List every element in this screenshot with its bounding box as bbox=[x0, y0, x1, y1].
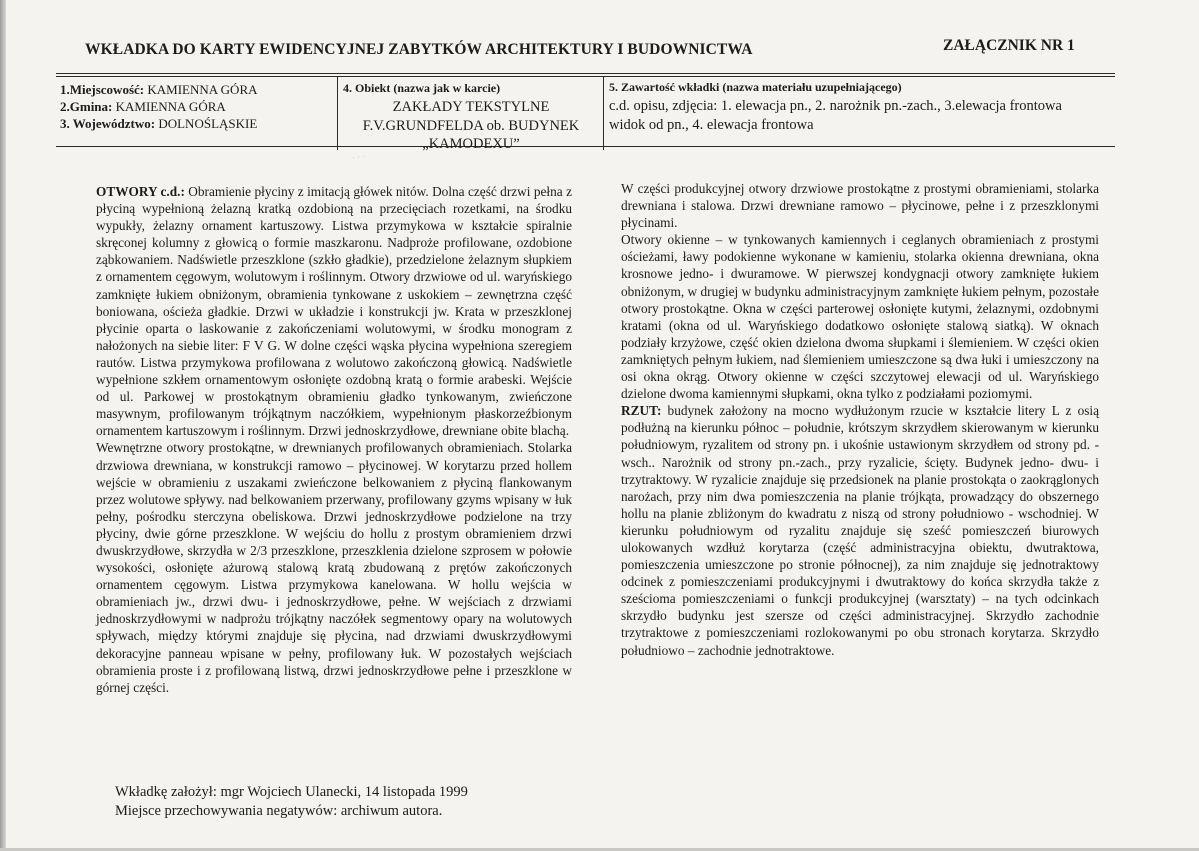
right-paragraph-1: W części produkcyjnej otwory drzwiowe prostokątne z prostymi obramieniami, stolarka drewniana i stalowa. Drzwi drewniane ramowo – płycinowe, pełne i z przeszklonymi płycinami. bbox=[621, 181, 1099, 231]
right-column bbox=[621, 180, 1099, 659]
footer-negatives: Miejsce przechowywania negatywów: archiwum autora. bbox=[115, 803, 443, 819]
top-rule bbox=[56, 73, 1115, 74]
openings-label: OTWORY c.d.: bbox=[96, 184, 185, 199]
left-column bbox=[96, 183, 572, 696]
scan-edge bbox=[0, 0, 6, 851]
object-cell bbox=[343, 80, 599, 153]
voivodeship-value: DOLNOŚLĄSKIE bbox=[158, 116, 258, 131]
left-paragraph-2: Wewnętrzne otwory prostokątne, w drewnianych profilowanych obramieniach. Stolarka drzwiowa drewniana, w konstrukcji ramowo – płycinowej. W korytarzu przed hollem wejście w obramieniu z uszakami zwieńczone belkowaniem z płyciną flankowanym przez wolutowe spływy. nad belkowaniem przerwany, profilowany gzyms wpisany w łuk pełny, pośrodku sterczyna obeliskowa. Drzwi jednoskrzydłowe podzielone na trzy płyciny, dwie górne przeszklone. W wejściu do hollu z prostym obramieniem drzwi dwuskrzydłowe, skrzydła w 2/3 przeszklone, przeszklenia dzielone szprosem w połowie wysokości, osłonięte ażurową stalową kratą zbudowaną z prętów zakończonych ornamentem cęgowym. Listwa przymykowa kanelowana. W hollu wejścia w obramieniach jw., drzwi dwu- i jednoskrzydłowe, pełne. W wejściach z drzwiami jednoskrzydłowymi w nadprożu trójkątny naczółek segmentowy opary na wolutowych spływach, między którymi znajduje się płycina, nad drzwiami dwuskrzydłowymi dekoracyjne panneau wpisane w pełny, profilowany łuk. W pozostałych wejściach obramienia proste i z profilowaną listwą, drzwi jednoskrzydłowe pełne i przeszklone w górnej części. bbox=[96, 440, 572, 695]
object-heading: 4. Obiekt (nazwa jak w karcie) bbox=[343, 81, 501, 95]
faint-stamp: · · · bbox=[351, 151, 367, 163]
place-value: KAMIENNA GÓRA bbox=[147, 82, 258, 97]
object-line-2: F.V.GRUNDFELDA ob. BUDYNEK bbox=[362, 118, 580, 134]
commune-row bbox=[60, 98, 332, 115]
contents-line-1: c.d. opisu, zdjęcia: 1. elewacja pn., 2. narożnik pn.-zach., 3.elewacja frontowa bbox=[609, 98, 1062, 114]
document-title: WKŁADKA DO KARTY EWIDENCYJNEJ ZABYTKÓW ARCHITEKTURY I BUDOWNICTWA bbox=[85, 41, 753, 58]
contents-line-2: widok od pn., 4. elewacja frontowa bbox=[609, 117, 814, 133]
location-cell bbox=[60, 81, 332, 132]
left-paragraph-1 bbox=[96, 183, 572, 439]
footer-author: Wkładkę założył: mgr Wojciech Ulanecki, 14 listopada 1999 bbox=[115, 784, 468, 800]
column-divider-1 bbox=[337, 76, 338, 150]
column-divider-2 bbox=[603, 76, 604, 150]
contents-heading: 5. Zawartość wkładki (nazwa materiału uzupełniającego) bbox=[609, 80, 902, 94]
commune-label: 2.Gmina: bbox=[60, 99, 113, 114]
plan-label: RZUT: bbox=[621, 403, 662, 419]
right-paragraph-3-text: budynek założony na mocno wydłużonym rzucie w kształcie litery L z osią podłużną na kierunku północ – południe, krótszym skrzydłem skierowanym w kierunku południowym, ryzalitem od strony pn. i ukośnie ustawionym skrzydłem od strony pd. - wsch.. Narożnik od strony pn.-zach., przy ryzalicie, ścięty. Budynek jedno- dwu- i trzytraktowy. W ryzalicie znajduje się przedsionek na planie prostokąta o zaokrąglonych narożach, przy nim dwa pomieszczenia na planie trójkąta, prowadzący do obszernego hollu na planie zbliżonym do kwadratu z niszą od strony południowo - wschodniej. W kierunku południowym od ryzalitu znajduje się sześć pomieszczeń biurowych ulokowanych wzdłuż korytarza (część administracyjna obiektu, dwutraktowa, pomieszczenia umieszczone po stronie północnej), za nim znajduje się jednotraktowy odcinek z pomieszczeniami produkcyjnymi i dwutraktowy do końca skrzydła także z sześcioma pomieszczeniami o funkcji produkcyjnej (warsztaty) – na tych odcinkach skrzydło budynku jest szersze od części administracyjnej. Skrzydło zachodnie trzytraktowe z pomieszczeniami rozlokowanymi po obu stronach korytarza. Skrzydło południowo – zachodnie jednotraktowe. bbox=[621, 403, 1099, 658]
voivodeship-row bbox=[60, 115, 332, 132]
annex-label: ZAŁĄCZNIK NR 1 bbox=[943, 37, 1075, 54]
left-paragraph-1-text: Obramienie płyciny z imitacją główek nitów. Dolna część drzwi pełna z płyciną wypełnioną żelazną kratką ozdobioną na przecięciach rozetkami, na środku wypukły, żelazny ornament kartuszowy. Listwa przymykowa w kształcie spiralnie skręconej kolumny z głowicą o formie maszkaronu. Nadproże profilowane, ozdobione ząbkowaniem. Nadświetle przeszklone (szkło gładkie), przedzielone żelaznym słupkiem z ornamentem cęgowym, wolutowym i roślinnym. Otwory drzwiowe od ul. waryńskiego zamknięte łukiem obniżonym, obramienia tynkowane z uskokiem – zewnętrzna część boniowana, ościeża gładkie. Drzwi w układzie i konstrukcji jw. Krata w przeszklonej płycinie oparta o laskowanie z zakończeniami wolutowymi, w środku monogram z nałożonych na siebie liter: F V G. W dolne części wąska płycina wypełniona szeregiem rautów. Listwa przymykowa profilowana z wolutowo zakończoną głowicą. Nadświetle wypełnione szkłem ornamentowym osłonięte ozdobną kratą o formie arabeski. Wejście od ul. Parkowej w prostokątnym obramieniu gładko tynkowanym, zwieńczone masywnym, profilowanym trójkątnym naczółkiem, wypełnionym płaskorzeźbionym ornamentem kartuszowym i roślinnym. Drzwi jednoskrzydłowe, drewniane obite blachą. bbox=[96, 184, 572, 439]
object-line-1: ZAKŁADY TEKSTYLNE bbox=[392, 99, 550, 115]
place-label: 1.Miejscowość: bbox=[60, 82, 145, 97]
voivodeship-label: 3. Województwo: bbox=[60, 116, 156, 131]
top-rule-2 bbox=[56, 76, 1115, 77]
contents-cell bbox=[609, 79, 1109, 135]
commune-value: KAMIENNA GÓRA bbox=[115, 99, 226, 114]
place-row bbox=[60, 81, 332, 98]
right-paragraph-3 bbox=[621, 402, 1099, 658]
right-paragraph-2: Otwory okienne – w tynkowanych kamiennych i ceglanych obramieniach z prostymi ościeżami, ławy podokienne wykonane w kamieniu, stolarka okienna drewniana, okna krosnowe jedno- i dwuramowe. W pierwszej kondygnacji otwory zamknięte łukiem obniżonym, w drugiej w budynku administracyjnym zamknięte łukiem pełnym, pozostałe otwory prostokątne. Okna w części parterowej osłonięte kutymi, żelaznymi, ozdobnymi kratami (okna od ul. Waryńskiego dodatkowo osłonięte stalową siatką). W oknach podziały krzyżowe, część okien dzielona dwoma słupkami i ślemieniem. W części okien zamkniętych pełnym łukiem, nad ślemieniem umieszczone są dwa łuki i umieszczony na osi okna okrąg. Otwory okienne w części szczytowej elewacji od ul. Waryńskiego dzielone dwoma kamiennymi słupkami, okna tylko z podziałami poziomymi. bbox=[621, 232, 1099, 402]
object-line-3: „KAMODEXU” bbox=[422, 136, 520, 152]
